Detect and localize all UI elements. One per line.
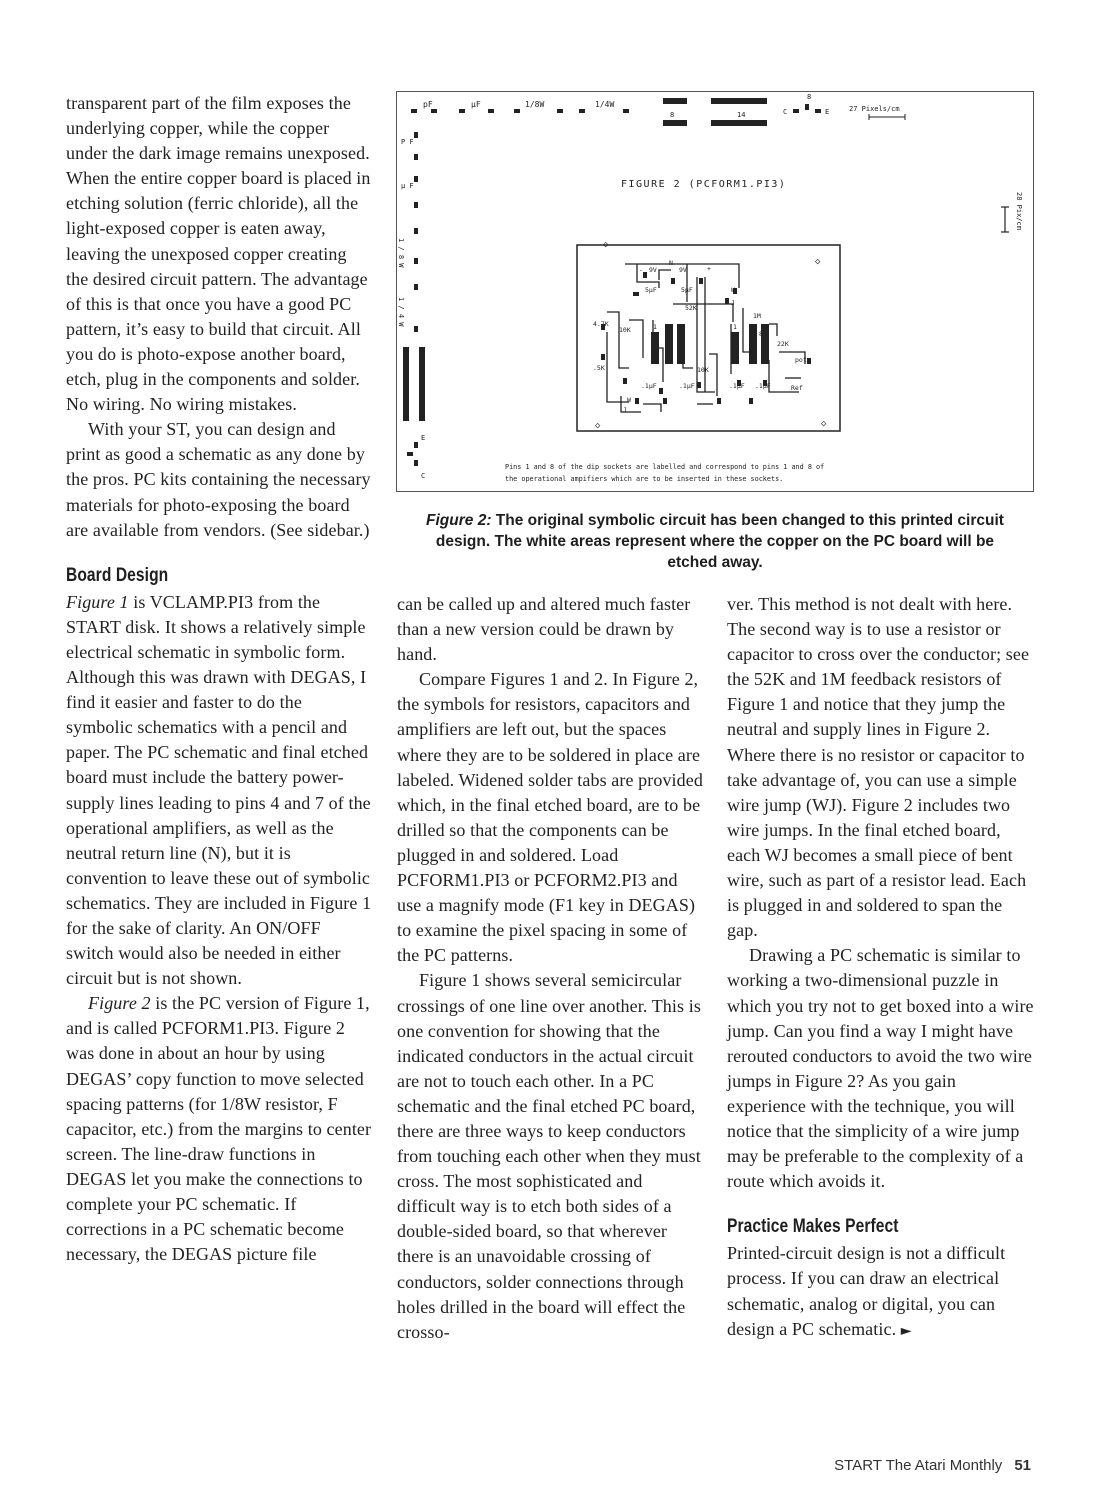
label-5uf: 5μF	[645, 286, 657, 294]
corner-mark: ◇	[815, 257, 821, 267]
label-j: J	[731, 299, 735, 307]
page-number: 51	[1014, 1457, 1031, 1474]
page-footer	[834, 1457, 1031, 1474]
ce-label-e: E	[825, 108, 830, 116]
top-label-1-8w: 1/8W	[525, 100, 545, 109]
paragraph: With your ST, you can design and print as good a schematic as any done by the pros. PC kits containing the necessary materials for photo-exposing the board are available from vendors. (See sidebar.)	[66, 419, 371, 540]
top-label-8b: 8	[807, 93, 812, 101]
figure-title: FIGURE 2 (PCFORM1.PI3)	[621, 179, 787, 190]
figure-caption-text: The original symbolic circuit has been changed to this printed circuit design. The white areas represent where the copper on the PC board will be etched away.	[435, 512, 1004, 571]
paragraph-text: Printed-circuit design is not a difficult process. If you can draw an electrical schematic, analog or digital, you can design a PC schematic.	[727, 1243, 1006, 1339]
figure-note-line-1: Pins 1 and 8 of the dip sockets are labelled and correspond to pins 1 and 8 of	[505, 463, 825, 471]
circuit-traces	[607, 264, 805, 412]
side-label-1-4w: 1 / 4 W	[397, 297, 405, 327]
scale-label: 27 Pixels/cm	[849, 105, 900, 113]
section-heading: Practice Makes Perfect	[727, 1216, 899, 1238]
paragraph-text: is VCLAMP.PI3 from the START disk. It shows a relatively simple electrical schematic in symbolic form. Although this was drawn with DEGAS, I find it easier and faster to do the symbolic schematics with a pencil and paper. The PC schematic and final etched board must include the battery power-supply lines leading to pins 4 and 7 of the operational amplifiers, as well as the neutral return line (N), but it is convention to leave these out of symbolic schematics. They are included in Figure 1 for the sake of clarity. An ON/OFF switch would also be needed in either circuit but is not shown.	[66, 591, 372, 989]
figure-reference: Figure 2	[88, 993, 151, 1014]
corner-mark: ◇	[821, 419, 827, 429]
paragraph: Drawing a PC schematic is similar to working a two-dimensional puzzle in which you try not to get boxed into a wire jump. Can you find a way I might have rerouted conductors to avoid the two wire jumps in Figure 2? As you gain experience with the technique, you will notice that the simplicity of a wire jump may be preferable to the complexity of a route which avoids it.	[727, 945, 1034, 1192]
figure-caption-label: Figure 2:	[426, 512, 492, 529]
paragraph: transparent part of the film exposes the underlying copper, while the copper under the dark image remains unexposed. When the entire copper board is placed in etching solution (ferric chloride), all the light-exposed copper is eaten away, leaving the unexposed copper creating the desired circuit pattern. The advantage of this is that once you have a good PC pattern, it’s easy to build that circuit. All you do is photo-expose another board, etch, plug in the components and solder. No wiring. No wiring mistakes.	[66, 93, 371, 415]
label-pot: pot	[795, 356, 807, 364]
label-pin1-b: 1	[733, 323, 737, 331]
label-pin8: 8	[679, 330, 683, 338]
paragraph: Figure 1 shows several semicircular crossings of one line over another. This is one convention for showing that the indicated conductors in the actual circuit are not to touch each other. In a PC schematic and the final etched PC board, there are three ways to keep conductors from touching each other when they must cross. The most sophisticated and difficult way is to etch both sides of a double-sided board, so that wherever there is an unavoidable crossing of conductors, solder connections through holes drilled in the board will effect the crosso-	[397, 970, 701, 1342]
label-plus: +	[707, 265, 711, 273]
paragraph	[66, 991, 372, 1267]
side-label-c: C	[421, 472, 426, 480]
side-label-1-8w: 1 / 8 W	[397, 238, 405, 268]
label-01uf-b: .1μF	[679, 382, 695, 390]
figure-caption	[420, 510, 1010, 573]
figure-reference: Figure 1	[66, 591, 129, 612]
label-1m: 1M	[753, 312, 761, 320]
ic-socket-pads	[601, 272, 811, 404]
label-10k: 10K	[619, 326, 631, 334]
top-label-14: 14	[737, 111, 746, 119]
label-pin1: 1	[653, 323, 657, 331]
label-01uf-d: .1μF	[755, 382, 771, 390]
label-ref: Ref	[791, 384, 803, 392]
figure-note-line-2: the operational ampifiers which are to be inserted in these sockets.	[505, 475, 784, 483]
text-column-1	[66, 91, 372, 1267]
paragraph-text: is the PC version of Figure 1, and is called PCFORM1.PI3. Figure 2 was done in about an hour by using DEGAS’ copy function to move selected spacing patterns (for 1/8W resistor, F capacitor, etc.) from the margins to center screen. The line-draw functions in DEGAS let you make the connections to complete your PC schematic. If corrections in a PC schematic become necessary, the DEGAS picture file	[66, 993, 372, 1265]
top-label-pf: pF	[423, 100, 433, 109]
paragraph	[66, 590, 372, 992]
label-pin8-b: 8	[759, 330, 763, 338]
paragraph: ver. This method is not dealt with here. The second way is to use a resistor or capacitor to cross over the conductor; see the 52K and 1M feedback resistors of Figure 1 and notice that they jump the neutral and supply lines in Figure 2. Where there is no resistor or capacitor to take advantage of, you can use a simple wire jump (WJ). Figure 2 includes two wire jumps. In the final etched board, each WJ becomes a small piece of bent wire, such as part of a resistor lead. Each is plugged in and soldered to span the gap.	[727, 594, 1030, 941]
top-label-uf: μF	[471, 100, 481, 109]
label-j-b: J	[623, 406, 627, 414]
label-10k-b: 10K	[697, 366, 709, 374]
paragraph: can be called up and altered much faster than a new version could be drawn by hand.	[397, 594, 691, 665]
label-01uf-c: .1μF	[729, 382, 745, 390]
label-w: W	[731, 286, 735, 294]
top-label-8: 8	[670, 111, 675, 119]
label-22k: 22K	[777, 340, 789, 348]
label-minus: -	[639, 266, 643, 274]
label-n: N	[669, 259, 673, 267]
text-column-3	[727, 592, 1035, 1344]
continue-arrow-icon: ►	[900, 1322, 912, 1339]
right-scale-label: 28 Pix/cm	[1015, 192, 1023, 230]
corner-mark: ◇	[595, 421, 601, 431]
side-label-uf: μ F	[401, 182, 414, 190]
label-52k: 52K	[685, 304, 697, 312]
section-heading: Board Design	[66, 564, 169, 586]
label-5k: .5K	[593, 364, 605, 372]
label-w-b: W	[627, 396, 631, 404]
side-label-e: E	[421, 434, 426, 442]
label-9v: 9V	[649, 266, 657, 274]
label-9v-b: 9V	[679, 266, 687, 274]
corner-mark: ◇	[603, 240, 609, 250]
label-5uf-b: 5μF	[681, 286, 693, 294]
top-label-1-4w: 1/4W	[595, 100, 615, 109]
label-01uf: .1μF	[641, 382, 657, 390]
text-column-2	[397, 592, 704, 1345]
paragraph	[727, 1241, 1035, 1343]
paragraph: Compare Figures 1 and 2. In Figure 2, the symbols for resistors, capacitors and amplifiers are left out, but the spaces where they are to be soldered in place are labeled. Widened solder tabs are provided which, in the final etched board, are to be drilled so that the components can be plugged in and soldered. Load PCFORM1.PI3 or PCFORM2.PI3 and use a magnify mode (F1 key in DEGAS) to examine the pixel spacing in some of the PC patterns.	[397, 669, 703, 966]
ce-label-c: C	[783, 108, 788, 116]
side-label-pf: P F	[401, 138, 414, 146]
label-4-7k: 4.7K	[593, 320, 609, 328]
publication-name: START The Atari Monthly	[834, 1457, 1003, 1474]
pcb-diagram	[397, 92, 1032, 490]
figure-2-pcb-layout	[396, 91, 1034, 492]
